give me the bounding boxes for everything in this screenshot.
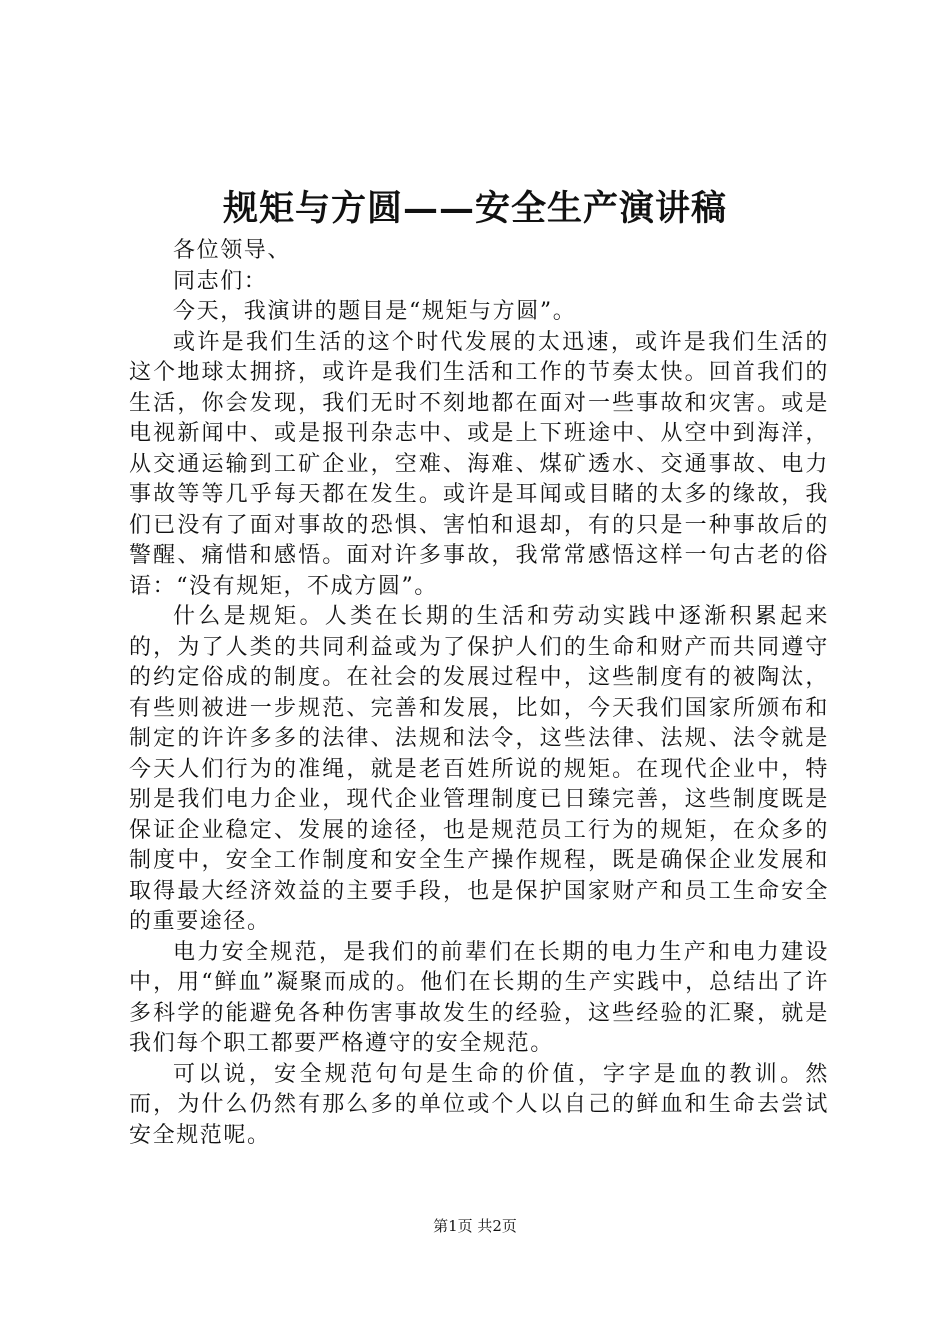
paragraph-body: 什么是规矩。人类在长期的生活和劳动实践中逐渐积累起来的，为了人类的共同利益或为了保护人们的生命和财产而共同遵守的约定俗成的制度。在社会的发展过程中，这些制度有的被陶汰，有些则被进一步规范、完善和发展，比如，今天我们国家所颁布和制定的许许多多的法律、法规和法令，这些法律、法规、法令就是今天人们行为的准绳，就是老百姓所说的规矩。在现代企业中，特别是我们电力企业，现代企业管理制度已日臻完善，这些制度既是保证企业稳定、发展的途径，也是规范员工行为的规矩，在众多的制度中，安全工作制度和安全生产操作规程，既是确保企业发展和取得最大经济效益的主要手段，也是保护国家财产和员工生命安全的重要途径。 bbox=[129, 604, 829, 934]
paragraph-body: 电力安全规范，是我们的前辈们在长期的电力生产和电力建设中，用“鲜血”凝聚而成的。他们在长期的生产实践中，总结出了许多科学的能避免各种伤害事故发生的经验，这些经验的汇聚，就是我们每个职工都要严格遵守的安全规范。 bbox=[129, 939, 829, 1056]
paragraph-body: 可以说，安全规范句句是生命的价值，字字是血的教训。然而，为什么仍然有那么多的单位或个人以自己的鲜血和生命去尝试安全规范呢。 bbox=[129, 1061, 829, 1148]
document-body bbox=[129, 236, 829, 1151]
page-footer: 第1页 共2页 bbox=[433, 1217, 517, 1235]
salutation-line-1: 各位领导、 bbox=[173, 238, 292, 263]
paragraph-topic: 今天，我演讲的题目是“规矩与方圆”。 bbox=[173, 299, 577, 324]
salutation-line-2: 同志们： bbox=[173, 268, 268, 294]
paragraph-body: 或许是我们生活的这个时代发展的太迅速，或许是我们生活的这个地球太拥挤，或许是我们生活和工作的节奏太快。回首我们的生活，你会发现，我们无时不刻地都在面对一些事故和灾害。或是电视新闻中、或是报刊杂志中、或是上下班途中、从空中到海洋，从交通运输到工矿企业，空难、海难、煤矿透水、交通事故、电力事故等等几乎每天都在发生。或许是耳闻或目睹的太多的缘故，我们已没有了面对事故的恐惧、害怕和退却，有的只是一种事故后的警醒、痛惜和感悟。面对许多事故，我常常感悟这样一句古老的俗语：“没有规矩，不成方圆”。 bbox=[129, 329, 829, 599]
document-title: 规矩与方圆——安全生产演讲稿 bbox=[222, 188, 727, 229]
